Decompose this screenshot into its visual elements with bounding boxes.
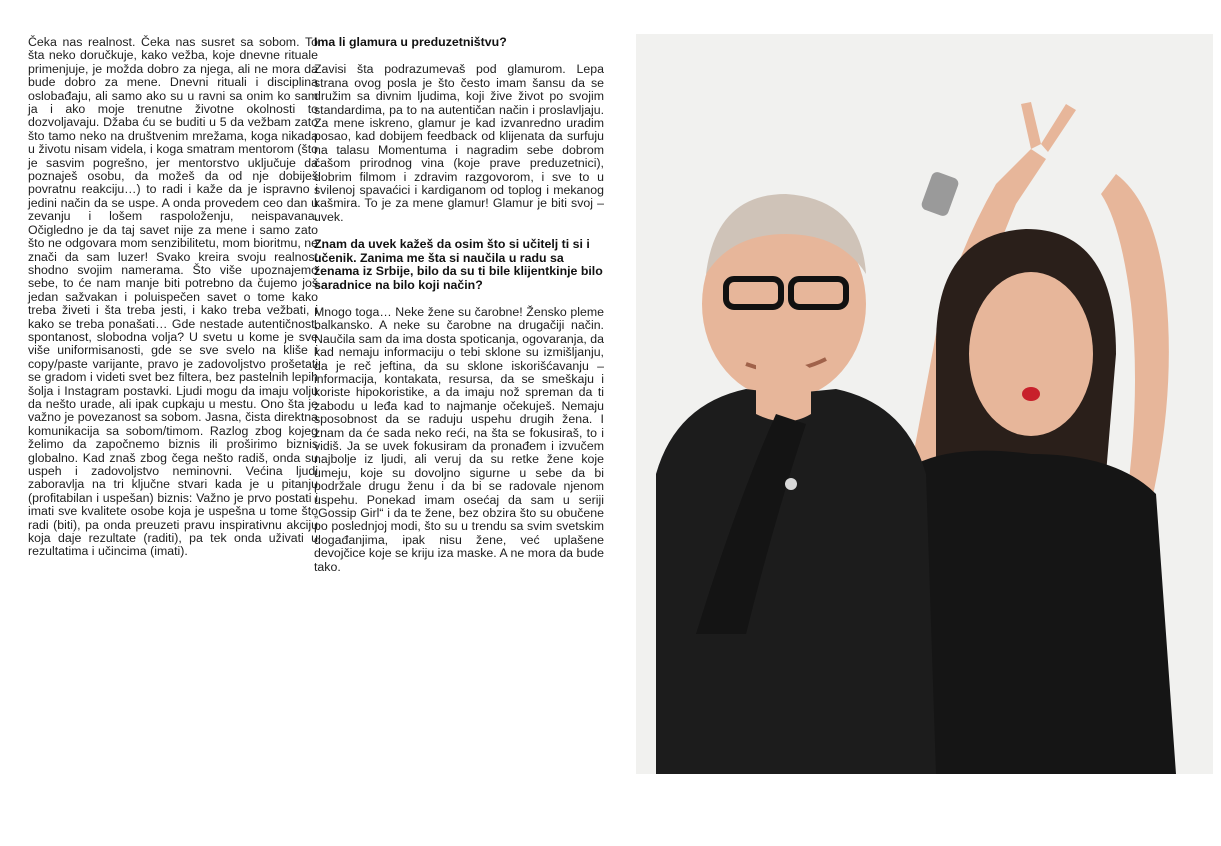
article-column-left	[28, 36, 318, 559]
woman-lace-dress	[916, 451, 1176, 774]
cufflink	[785, 478, 797, 490]
answer-paragraph-women: Mnogo toga… Neke žene su čarobne! Žensko pleme balkansko. A neke su čarobne na drugačiji način. Naučila sam da ima dosta spoticanja, ogovaranja, da kad nemaju informaciju o tebi sklone su izmišljanju, da je reč jeftina, da su sklone iskorišćavanju – informacija, kontakata, resursa, da se smeškaju i koriste hipokoristike, a da imaju nož spreman da ti zabodu u leđa kad to najmanje očekuješ. Nemaju sposobnost da se raduju uspehu drugih žena. I znam da će sada neko reći, na šta se fokusiraš, to i vidiš. Ja se uvek fokusiram da pronađem i izvučem najbolje iz ljudi, ali veruj da su retke žene koje umeju, koje su dovoljno sigurne u sebe da bi podržale drugu ženu i da bi se radovale njenom uspehu. Ponekad imam osećaj da sam u seriji „Gossip Girl“ i da te žene, bez obzira što su obučene po poslednjoj modi, što su u trendu sa svim svetskim događanjima, ipak nisu žene, već uplašene devojčice koje se kriju iza maske. A ne mora da bude tako.	[314, 304, 604, 574]
portrait-photo	[636, 34, 1213, 774]
spacer	[314, 224, 604, 238]
man-hand	[756, 358, 811, 422]
woman-lips	[1022, 387, 1040, 401]
portrait-illustration	[636, 34, 1213, 774]
article-column-middle	[314, 36, 604, 574]
spacer	[314, 292, 604, 306]
answer-paragraph-glamour: Zavisi šta podrazumevaš pod glamurom. Lepa strana ovog posla je što često imam šansu da se družim sa divnim ljudima, koji žive život po svojim standardima, pa to na autentičan način i proslavljaju. Za mene iskreno, glamur je kad izvanredno uradim posao, kad dobijem feedback od klijenata da surfuju na talasu Momentuma i nagradim sebe dobrom čašom prirodnog vina (koje prave preduzetnici), dobrim filmom i zdravim razgovorom, i sve to u svilenoj spavaćici i kardiganom od toplog i mekanog kašmira. To je za mene glamur! Glamur je biti svoj – uvek.	[314, 62, 604, 224]
spacer	[314, 49, 604, 63]
question-heading-women: Znam da uvek kažeš da osim što si učitelj ti si i učenik. Zanima me šta si naučila u radu sa ženama iz Srbije, bilo da su ti bile klijentkinje bilo saradnice na bilo koji način?	[314, 237, 603, 292]
body-paragraph: Čeka nas realnost. Čeka nas susret sa sobom. To šta neko doručkuje, kako vežba, koje dnevne rituale primenjuje, je možda dobro za njega, ali ne mora da bude dobro za mene. Dnevni rituali i disciplina oslobađaju, ali samo ako su u ravni sa onim ko sam ja i ako moje trenutne životne okolnosti to dozvoljavaju. Džaba ću se buditi u 5 da vežbam zato što tamo neko na društvenim mrežama, koga nikada u životu nisam videla, i koga smatram mentorom (što je sasvim pogrešno, jer mentorstvo uključuje da poznaješ osobu, da možeš da od nje dobiješ povratnu reakciju…) to radi i kaže da je ispravno i jedini način da se uspe. A onda provedem ceo dan u zevanju i lošem raspoloženju, neispavana. Očigledno je da taj savet nije za mene i samo zato što ne odgovara mom senzibilitetu, mom bioritmu, ne znači da sam luzer! Svako kreira svoju realnost shodno svojim namerama. Što više upoznajemo sebe, to će nam manje biti potrebno da čujemo još jedan sažvakan i poluispečen savet o tome kako treba živeti i šta treba jesti, i kako treba vežbati, i kako se treba ponašati… Gde nestade autentičnost, spontanost, slobodna volja? U svetu u kome je sve više uniformisanosti, gde se sve svelo na kliše i copy/paste varijante, pravo je zadovoljstvo prošetati se gradom i videti svet bez filtera, bez pastelnih lepih šolja i Instagram postavki. Ljudi mogu da imaju volju da nešto urade, ali ipak cupkaju u mestu. Ono šta je važno je povezanost sa sobom. Jasna, čista direktna komunikacija sa sobom/timom. Razlog zbog kojeg želimo da započnemo biznis ili proširimo biznis globalno. Kad znaš zbog čega nešto radiš, onda su uspeh i zadovoljstvo neminovni. Većina ljudi zaboravlja na tri ključne stvari kada je u pitanju (profitabilan i uspešan) biznis: Važno je prvo postati i imati sve kvalitete osobe koja je uspešna u tome što radi (biti), pa onda preuzeti pravu inspirativnu akciju koja daje rezultate (raditi), pa tek onda uživati u rezultatima i učincima (imati).	[28, 35, 318, 559]
woman-face	[969, 272, 1093, 436]
question-heading-glamour: Ima li glamura u preduzetništvu?	[314, 35, 507, 49]
